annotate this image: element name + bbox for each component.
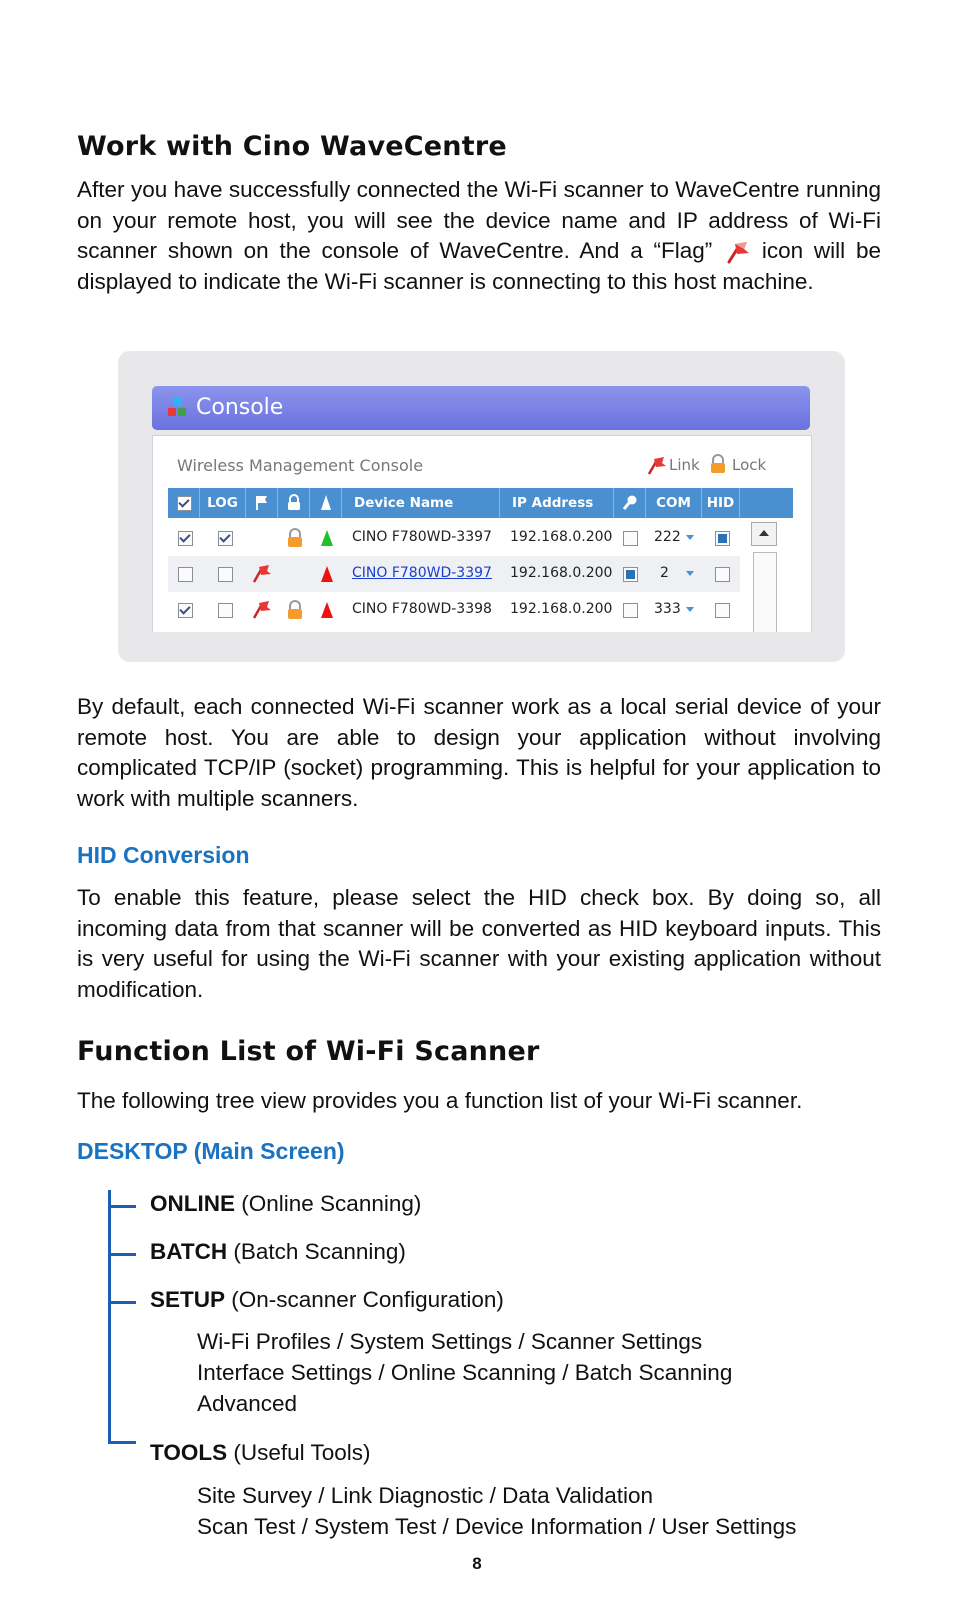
console-table-header	[168, 488, 793, 518]
lock-icon	[286, 600, 304, 620]
row-select-checkbox[interactable]	[178, 567, 193, 582]
key-checkbox[interactable]	[623, 567, 638, 582]
hid-paragraph: To enable this feature, please select the HID check box. By doing so, all incoming data from that scanner will be converted as HID keyboard inputs. This is very useful for using the Wi-Fi scanner with your existing application without modification.	[77, 885, 881, 1002]
tree-connector	[108, 1190, 111, 1444]
function-list-title: Function List of Wi-Fi Scanner	[77, 1036, 540, 1067]
hid-title: HID Conversion	[77, 842, 250, 868]
chevron-down-icon[interactable]	[686, 571, 694, 576]
flag-icon	[723, 240, 751, 264]
header-log[interactable]: LOG	[200, 488, 246, 518]
intro-paragraph: After you have successfully connected the Wi-Fi scanner to WaveCentre running on your remote host, you will see the device name and IP address of Wi-Fi scanner shown on the console of WaveCentre. And a “Flag” icon will be displayed to indicate the Wi-Fi scanner is connecting to this host machine.	[77, 177, 881, 294]
legend-lock: Lock	[732, 456, 767, 474]
status-alert-icon	[321, 566, 333, 582]
hid-checkbox[interactable]	[715, 603, 730, 618]
header-device-name[interactable]: Device Name	[342, 488, 500, 518]
log-checkbox[interactable]	[218, 531, 233, 546]
key-checkbox[interactable]	[623, 531, 638, 546]
hid-checkbox[interactable]	[715, 567, 730, 582]
header-hid[interactable]: HID	[702, 488, 740, 518]
scrollbar-track[interactable]	[753, 552, 777, 632]
tree-branch	[108, 1441, 136, 1444]
status-alert-icon	[321, 602, 333, 618]
device-name-link[interactable]: CINO F780WD-3397	[352, 565, 492, 581]
device-name: CINO F780WD-3397	[352, 529, 492, 545]
log-checkbox[interactable]	[218, 567, 233, 582]
tree-node-tools: TOOLS (Useful Tools)	[150, 1440, 371, 1465]
legend-link: Link	[669, 456, 700, 474]
link-flag-icon	[645, 456, 667, 476]
tree-root: DESKTOP (Main Screen)	[77, 1138, 345, 1164]
console-subtitle: Wireless Management Console	[177, 456, 424, 475]
header-select-all[interactable]	[168, 488, 200, 518]
function-list-intro: The following tree view provides you a function list of your Wi-Fi scanner.	[77, 1088, 803, 1113]
ip-address: 192.168.0.200	[510, 601, 613, 617]
flag-icon	[250, 600, 272, 620]
console-title-bar	[152, 386, 810, 430]
console-title: Console	[196, 395, 284, 420]
com-port[interactable]: 2	[660, 565, 669, 581]
row-select-checkbox[interactable]	[178, 531, 193, 546]
header-lock-icon[interactable]	[278, 488, 310, 518]
tree-branch	[108, 1205, 136, 1208]
device-name: CINO F780WD-3398	[352, 601, 492, 617]
tree-branch	[108, 1301, 136, 1304]
header-status-icon[interactable]	[310, 488, 342, 518]
lock-icon	[709, 454, 727, 474]
status-ok-icon	[321, 530, 333, 546]
setup-item: Interface Settings / Online Scanning / Batch Scanning	[197, 1360, 733, 1385]
tree-node-batch: BATCH (Batch Scanning)	[150, 1239, 406, 1264]
table-row[interactable]	[168, 592, 768, 628]
header-ip-address[interactable]: IP Address	[500, 488, 614, 518]
tree-node-setup: SETUP (On-scanner Configuration)	[150, 1287, 504, 1312]
lock-icon	[286, 528, 304, 548]
serial-paragraph: By default, each connected Wi-Fi scanner work as a local serial device of your remote host. You are able to design your application without involving complicated TCP/IP (socket) programming. This is helpful for your application to work with multiple scanners.	[77, 694, 881, 811]
console-logo-icon	[168, 398, 188, 418]
log-checkbox[interactable]	[218, 603, 233, 618]
setup-item: Advanced	[197, 1391, 298, 1416]
header-com[interactable]: COM	[646, 488, 702, 518]
ip-address: 192.168.0.200	[510, 529, 613, 545]
header-key-icon[interactable]	[614, 488, 646, 518]
page-number: 8	[472, 1554, 482, 1573]
tree-branch	[108, 1253, 136, 1256]
header-flag-icon[interactable]	[246, 488, 278, 518]
tools-item: Site Survey / Link Diagnostic / Data Validation	[197, 1483, 654, 1508]
tree-node-online: ONLINE (Online Scanning)	[150, 1191, 422, 1216]
row-select-checkbox[interactable]	[178, 603, 193, 618]
table-row[interactable]	[168, 520, 768, 556]
table-row[interactable]	[168, 556, 740, 592]
hid-checkbox[interactable]	[715, 531, 730, 546]
chevron-down-icon[interactable]	[686, 607, 694, 612]
flag-icon	[250, 564, 272, 584]
com-port[interactable]: 333	[654, 601, 681, 617]
ip-address: 192.168.0.200	[510, 565, 613, 581]
section-title: Work with Cino WaveCentre	[77, 131, 507, 162]
setup-item: Wi-Fi Profiles / System Settings / Scanner Settings	[197, 1329, 703, 1354]
com-port[interactable]: 222	[654, 529, 681, 545]
console-panel	[152, 435, 812, 632]
chevron-down-icon[interactable]	[686, 535, 694, 540]
scroll-up-button[interactable]	[751, 522, 777, 546]
key-checkbox[interactable]	[623, 603, 638, 618]
console-screenshot	[118, 351, 845, 662]
tools-item: Scan Test / System Test / Device Information / User Settings	[197, 1514, 797, 1539]
